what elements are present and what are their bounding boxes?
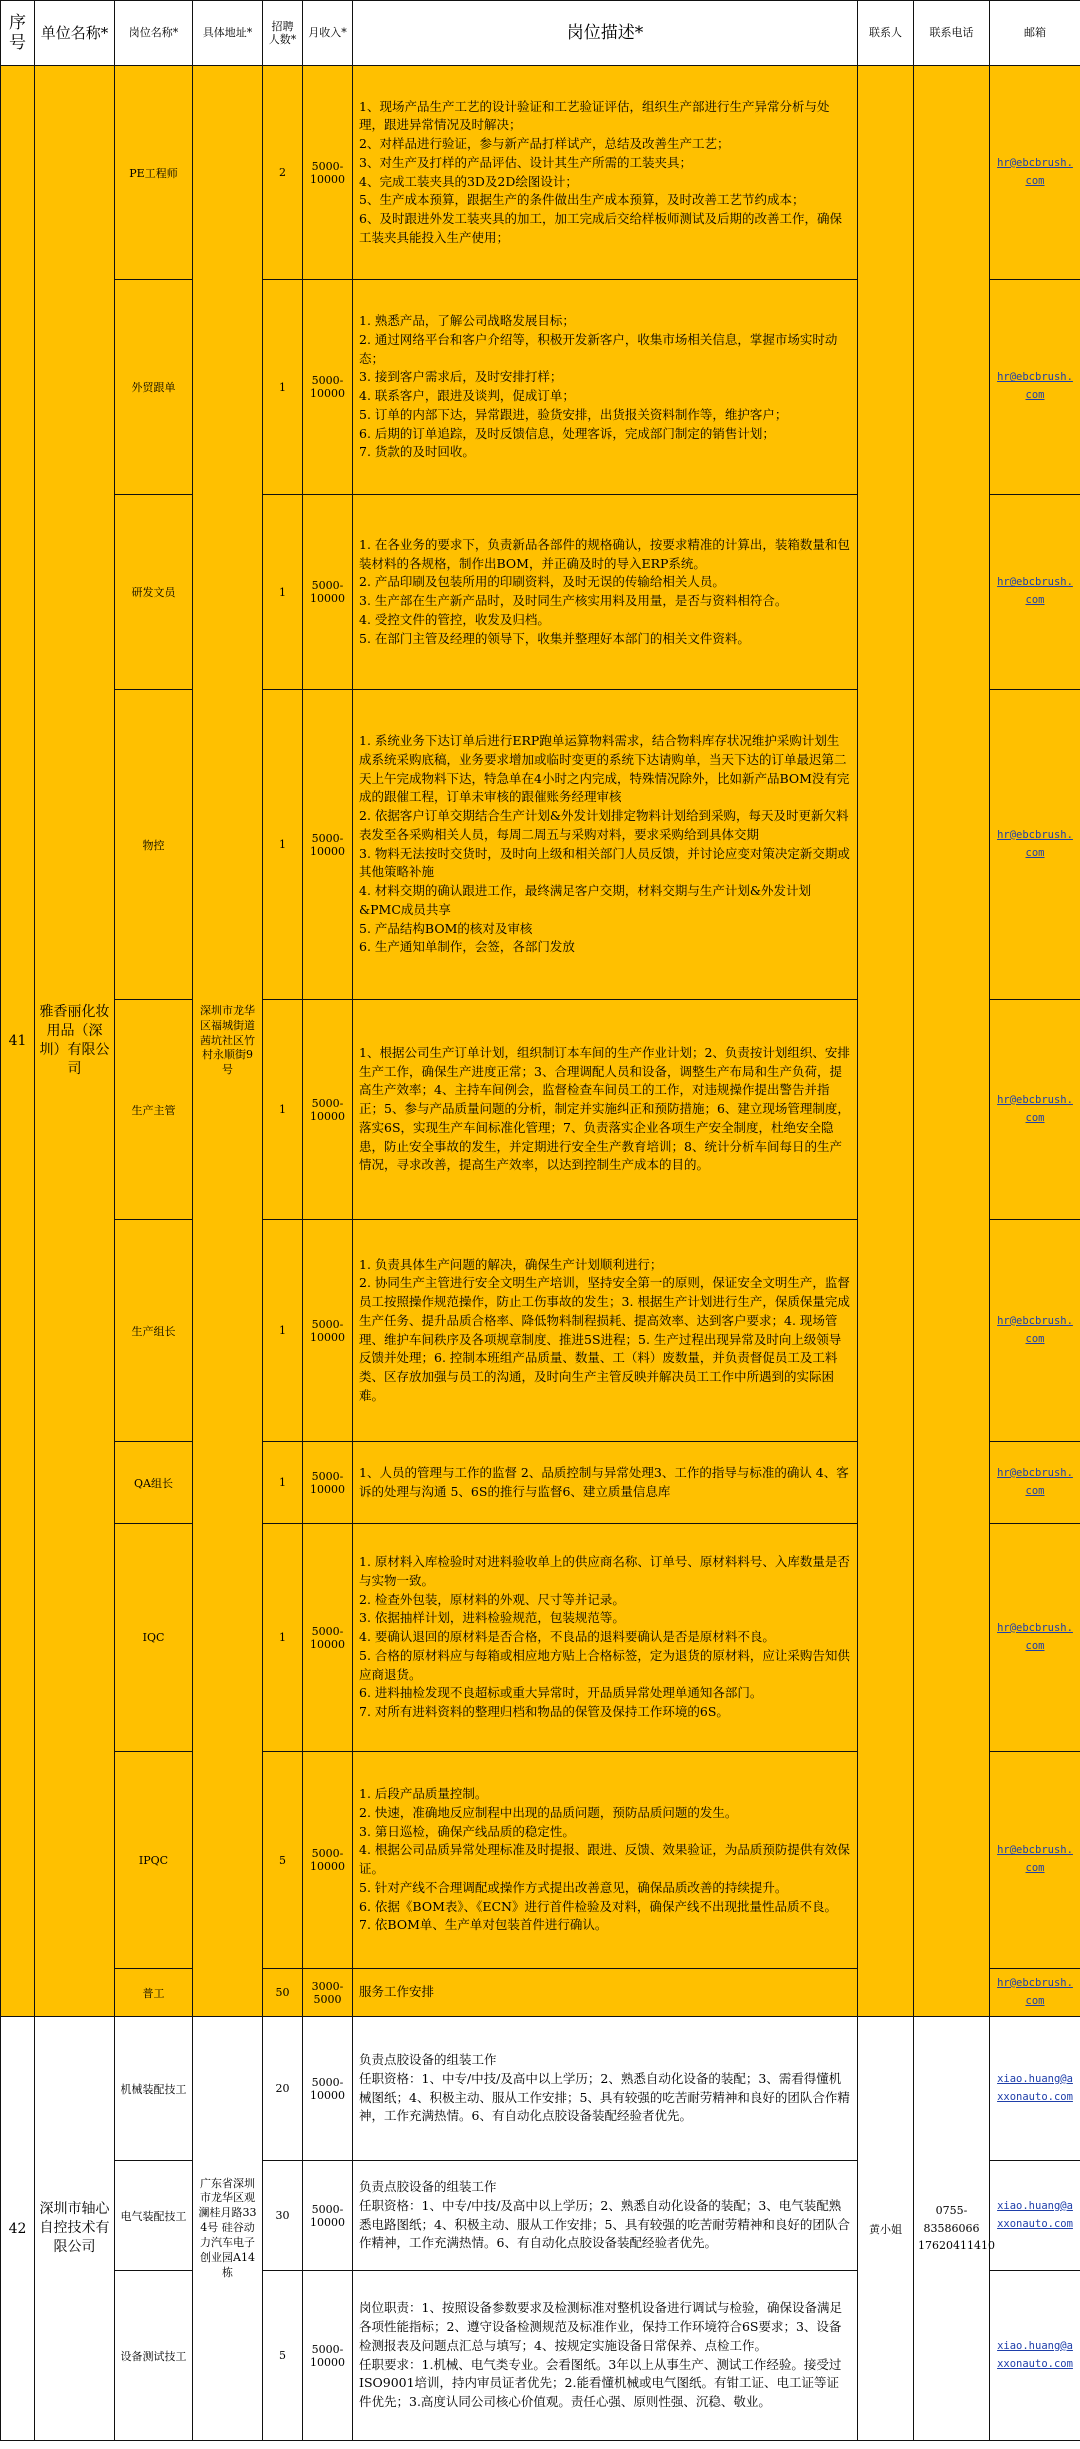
job-title: QA组长 — [115, 1442, 193, 1524]
header-salary: 月收入* — [303, 1, 353, 66]
job-title: 电气装配技工 — [115, 2161, 193, 2271]
job-title: 普工 — [115, 1969, 193, 2017]
job-salary: 3000-5000 — [303, 1969, 353, 2017]
job-email-link[interactable]: hr@ebcbrush.com — [990, 495, 1080, 690]
job-email-link[interactable]: hr@ebcbrush.com — [990, 1524, 1080, 1752]
header-unit: 单位名称* — [35, 1, 115, 66]
job-email-link[interactable]: hr@ebcbrush.com — [990, 1752, 1080, 1969]
job-title: IQC — [115, 1524, 193, 1752]
job-email-link[interactable]: xiao.huang@axxonauto.com — [990, 2161, 1080, 2271]
job-salary: 5000-10000 — [303, 2161, 353, 2271]
job-count: 30 — [263, 2161, 303, 2271]
table-row — [1, 2017, 1080, 2161]
job-count: 50 — [263, 1969, 303, 2017]
company-name: 深圳市轴心自控技术有限公司 — [35, 2017, 115, 2441]
job-description: 1. 负责具体生产问题的解决，确保生产计划顺利进行； 2. 协同生产主管进行安全文明生产培训，坚持安全第一的原则，保证安全文明生产，监督员工按照操作规范操作，防止工伤事故的发生；3. 根据生产计划进行生产，保质保量完成生产任务、提升品质合格率、降低物料制程损耗、提高效率、达到客户要求；4. 现场管理、维护车间秩序及各项规章制度、推进5S进程；5. 生产过程出现异常及时向上级领导反馈并处理；6. 控制本班组产品质量、数量、工（料）废数量，并负责督促员工及工料类、区存放加强与员工的沟通，及时向生产主管反映并解决员工工作中所遇到的实际困难。 — [353, 1220, 858, 1442]
job-title: 生产主管 — [115, 1000, 193, 1220]
job-description: 1. 后段产品质量控制。 2. 快速，准确地反应制程中出现的品质问题，预防品质问题的发生。 3. 第日巡检，确保产线品质的稳定性。 4. 根据公司品质异常处理标准及时提报、跟进、反馈、效果验证，为品质预防提供有效保证。 5. 针对产线不合理调配或操作方式提出改善意见，确保品质改善的持续提升。 6. 依据《BOM表》、《ECN》进行首件检验及对料，确保产线不出现批量性品质不良。 7. 依BOM单、生产单对包装首件进行确认。 — [353, 1752, 858, 1969]
job-salary: 5000-10000 — [303, 1752, 353, 1969]
job-salary: 5000-10000 — [303, 1442, 353, 1524]
job-count: 20 — [263, 2017, 303, 2161]
job-email-link[interactable]: hr@ebcbrush.com — [990, 1220, 1080, 1442]
job-email-link[interactable]: xiao.huang@axxonauto.com — [990, 2017, 1080, 2161]
job-count: 1 — [263, 690, 303, 1000]
job-email-link[interactable]: xiao.huang@axxonauto.com — [990, 2271, 1080, 2441]
job-description: 服务工作安排 — [353, 1969, 858, 2017]
table-row — [1, 66, 1080, 280]
job-title: 研发文员 — [115, 495, 193, 690]
contact-phone — [914, 66, 990, 2017]
job-title: 设备测试技工 — [115, 2271, 193, 2441]
job-count: 2 — [263, 66, 303, 280]
job-count: 1 — [263, 280, 303, 495]
job-description: 1、现场产品生产工艺的设计验证和工艺验证评估，组织生产部进行生产异常分析与处理，跟进异常情况及时解决； 2、对样品进行验证，参与新产品打样试产，总结及改善生产工艺； 3、对生产及打样的产品评估、设计其生产所需的工装夹具； 4、完成工装夹具的3D及2D绘图设计； 5、生产成本预算，跟据生产的条件做出生产成本预算，及时改善工艺节约成本； 6、及时跟进外发工装夹具的加工，加工完成后交给样板师测试及后期的改善工作，确保工装夹具能投入生产使用； — [353, 66, 858, 280]
job-description: 负责点胶设备的组装工作 任职资格：1、中专/中技/及高中以上学历；2、熟悉自动化设备的装配；3、电气装配熟悉电路图纸；4、积极主动、服从工作安排；5、具有较强的吃苦耐劳精神和良好的团队合作精神，工作充满热情。6、有自动化点胶设备装配经验者优先。 — [353, 2161, 858, 2271]
contact-person: 黄小姐 — [858, 2017, 914, 2441]
job-count: 5 — [263, 1752, 303, 1969]
contact-person — [858, 66, 914, 2017]
job-description: 1. 原材料入库检验时对进料验收单上的供应商名称、订单号、原材料料号、入库数量是否与实物一致。 2. 检查外包装，原材料的外观、尺寸等并记录。 3. 依据抽样计划，进料检验规范，包装规范等。 4. 要确认退回的原材料是否合格，不良品的退料要确认是否是原材料不良。 5. 合格的原材料应与每箱或相应地方贴上合格标签，定为退货的原材料，应让采购告知供应商退货。 6. 进料抽检发现不良超标或重大异常时，开品质异常处理单通知各部门。 7. 对所有进料资料的整理归档和物品的保管及保持工作环境的6S。 — [353, 1524, 858, 1752]
job-title: 机械装配技工 — [115, 2017, 193, 2161]
company-address: 广东省深圳市龙华区观澜桂月路334号 硅谷动力汽车电子创业园A14栋 — [193, 2017, 263, 2441]
job-description: 负责点胶设备的组装工作 任职资格：1、中专/中技/及高中以上学历；2、熟悉自动化设备的装配；3、需看得懂机械图纸；4、积极主动、服从工作安排；5、具有较强的吃苦耐劳精神和良好的团队合作精神，工作充满热情。6、有自动化点胶设备装配经验者优先。 — [353, 2017, 858, 2161]
job-email-link[interactable]: hr@ebcbrush.com — [990, 66, 1080, 280]
job-title: 生产组长 — [115, 1220, 193, 1442]
header-email: 邮箱 — [990, 1, 1080, 66]
job-title: 物控 — [115, 690, 193, 1000]
job-email-link[interactable]: hr@ebcbrush.com — [990, 1000, 1080, 1220]
job-count: 1 — [263, 1000, 303, 1220]
job-count: 1 — [263, 1220, 303, 1442]
header-position: 岗位名称* — [115, 1, 193, 66]
job-salary: 5000-10000 — [303, 2271, 353, 2441]
contact-phone: 0755-83586066 17620411410 — [914, 2017, 990, 2441]
company-seq: 42 — [1, 2017, 35, 2441]
job-count: 1 — [263, 1524, 303, 1752]
job-email-link[interactable]: hr@ebcbrush.com — [990, 690, 1080, 1000]
job-count: 5 — [263, 2271, 303, 2441]
job-salary: 5000-10000 — [303, 2017, 353, 2161]
job-salary: 5000-10000 — [303, 280, 353, 495]
header-phone: 联系电话 — [914, 1, 990, 66]
job-title: PE工程师 — [115, 66, 193, 280]
job-title: IPQC — [115, 1752, 193, 1969]
header-description: 岗位描述* — [353, 1, 858, 66]
company-address: 深圳市龙华区福城街道茜坑社区竹村永顺街9号 — [193, 66, 263, 2017]
job-salary: 5000-10000 — [303, 690, 353, 1000]
header-seq: 序号 — [1, 1, 35, 66]
header-contact: 联系人 — [858, 1, 914, 66]
company-seq: 41 — [1, 66, 35, 2017]
header-address: 具体地址* — [193, 1, 263, 66]
job-description: 1. 系统业务下达订单后进行ERP跑单运算物料需求，结合物料库存状况维护采购计划生成系统采购底稿，业务要求增加或临时变更的系统下达请购单，当天下达的订单最迟第二天上午完成物料下达，特急单在4小时之内完成，特殊情况除外，比如新产品BOM没有完成的跟催工程，订单未审核的跟催账务经理审核 2. 依据客户订单交期结合生产计划&外发计划排定物料计划给到采购，每天及时更新欠料表发至各采购相关人员，每周二周五与采购对料，要求采购给到具体交期 3. 物料无法按时交货时，及时向上级和相关部门人员反馈，并讨论应变对策决定新交期或其他策略补施 4. 材料交期的确认跟进工作，最终满足客户交期，材料交期与生产计划&外发计划&PMC成员共享 5. 产品结构BOM的核对及审核 6. 生产通知单制作，会签，各部门发放 — [353, 690, 858, 1000]
job-description: 岗位职责：1、按照设备参数要求及检测标准对整机设备进行调试与检验，确保设备满足各项性能指标；2、遵守设备检测规范及标准作业，保持工作环境符合6S要求；3、设备检测报表及问题点汇总与填写；4、按规定实施设备日常保养、点检工作。 任职要求：1.机械、电气类专业。会看图纸。3年以上从事生产、测试工作经验。接受过ISO9001培训，持内审员证者优先；2.能看懂机械或电气图纸。有钳工证、电工证等证件优先；3.高度认同公司核心价值观。责任心强、原则性强、沉稳、敬业。 — [353, 2271, 858, 2441]
job-email-link[interactable]: hr@ebcbrush.com — [990, 280, 1080, 495]
job-salary: 5000-10000 — [303, 1220, 353, 1442]
job-salary: 5000-10000 — [303, 495, 353, 690]
header-row — [1, 1, 1080, 66]
job-salary: 5000-10000 — [303, 1000, 353, 1220]
job-salary: 5000-10000 — [303, 66, 353, 280]
job-description: 1、人员的管理与工作的监督 2、品质控制与异常处理3、工作的指导与标准的确认 4、客诉的处理与沟通 5、6S的推行与监督6、建立质量信息库 — [353, 1442, 858, 1524]
job-description: 1. 熟悉产品，了解公司战略发展目标； 2. 通过网络平台和客户介绍等，积极开发新客户，收集市场相关信息，掌握市场实时动态； 3. 接到客户需求后，及时安排打样； 4. 联系客户，跟进及谈判，促成订单； 5. 订单的内部下达，异常跟进，验货安排，出货报关资料制作等，维护客户； 6. 后期的订单追踪，及时反馈信息，处理客诉，完成部门制定的销售计划； 7. 货款的及时回收。 — [353, 280, 858, 495]
job-description: 1、根据公司生产订单计划，组织制订本车间的生产作业计划；2、负责按计划组织、安排生产工作，确保生产进度正常；3、合理调配人员和设备，调整生产布局和生产负荷，提高生产效率；4、主持车间例会，监督检查车间员工的工作，对违规操作提出警告并指正；5、参与产品质量问题的分析，制定并实施纠正和预防措施；6、建立现场管理制度，落实6S，实现生产车间标准化管理；7、负责落实企业各项生产安全制度，杜绝安全隐患，防止安全事故的发生，并定期进行安全生产教育培训；8、统计分析车间每日的生产情况，寻求改善，提高生产效率，以达到控制生产成本的目的。 — [353, 1000, 858, 1220]
job-description: 1. 在各业务的要求下，负责新品各部件的规格确认，按要求精准的计算出，装箱数量和包装材料的各规格，制作出BOM，并正确及时的导入ERP系统。 2. 产品印刷及包装所用的印刷资料，及时无误的传输给相关人员。 3. 生产部在生产新产品时，及时同生产核实用料及用量，是否与资料相符合。 4. 受控文件的管控，收发及归档。 5. 在部门主管及经理的领导下，收集并整理好本部门的相关文件资料。 — [353, 495, 858, 690]
job-email-link[interactable]: hr@ebcbrush.com — [990, 1969, 1080, 2017]
job-email-link[interactable]: hr@ebcbrush.com — [990, 1442, 1080, 1524]
job-count: 1 — [263, 495, 303, 690]
job-salary: 5000-10000 — [303, 1524, 353, 1752]
company-name: 雅香丽化妆用品（深圳）有限公司 — [35, 66, 115, 2017]
header-count: 招聘人数* — [263, 1, 303, 66]
job-count: 1 — [263, 1442, 303, 1524]
job-title: 外贸跟单 — [115, 280, 193, 495]
